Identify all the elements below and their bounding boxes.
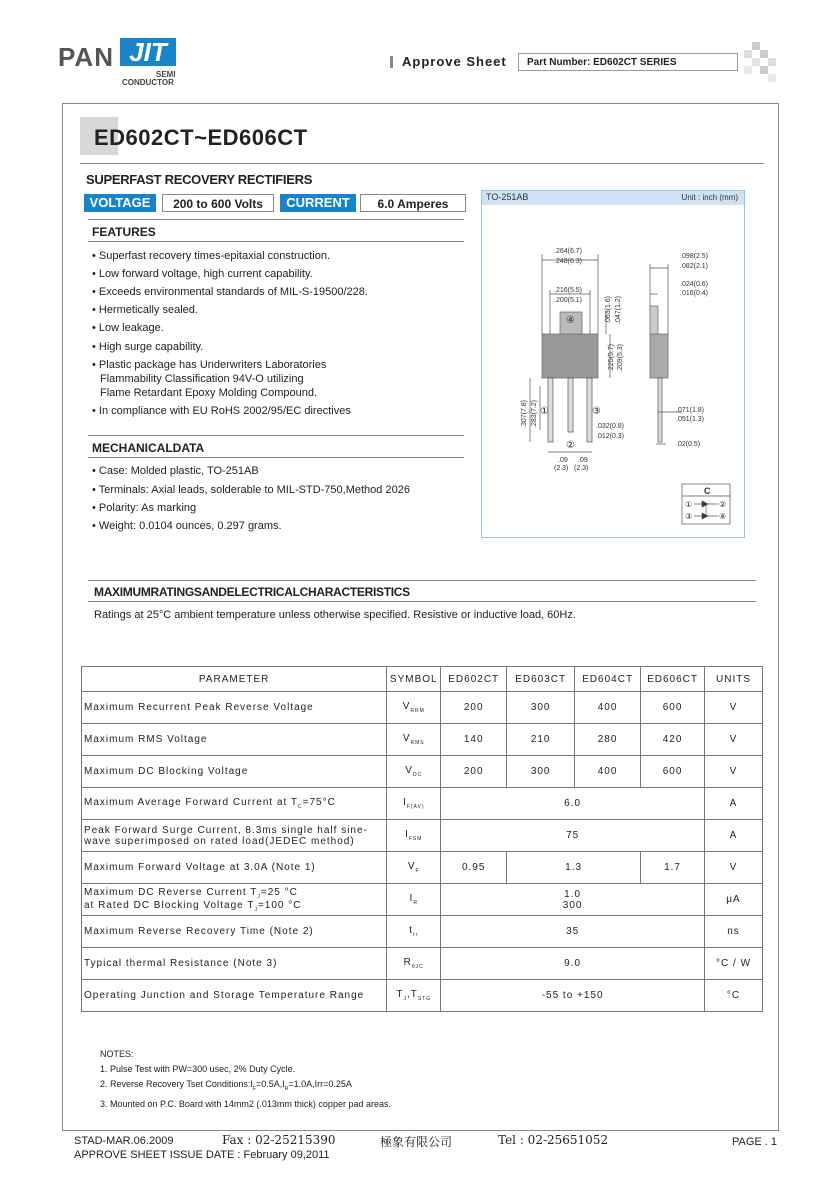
param-cell: Operating Junction and Storage Temperature Range — [82, 980, 387, 1012]
symbol-cell: $I_R$ — [387, 884, 441, 916]
logo-conductor-text: CONDUCTOR — [122, 78, 174, 87]
title-divider — [80, 163, 764, 164]
param-cell: Maximum Recurrent Peak Reverse Voltage — [82, 692, 387, 724]
value-cell: 420 — [641, 724, 705, 756]
table-row — [82, 756, 763, 788]
footer-tel: Tel : 02-25651052 — [498, 1133, 609, 1147]
package-unit: Unit : inch (mm) — [681, 193, 738, 202]
pin-3-marker: ③ — [592, 406, 601, 417]
circuit-pin-4: ④ — [719, 512, 727, 521]
col-header: PARAMETER — [82, 667, 387, 692]
pin-1-marker: ① — [540, 406, 549, 417]
dim-text: .032(0.8) — [596, 423, 625, 430]
unit-cell: °C / W — [705, 948, 763, 980]
dim-text: .209(5.3) — [617, 343, 624, 372]
circuit-label: C — [704, 486, 711, 496]
features-heading: FEATURES — [92, 225, 156, 239]
symbol-cell: $V_{DC}$ — [387, 756, 441, 788]
ratings-table — [81, 666, 763, 1012]
logo-pan-text: PAN — [58, 42, 114, 72]
part-number-box: Part Number: ED602CT SERIES — [518, 53, 738, 71]
notes-heading: NOTES: — [100, 1049, 134, 1059]
pin-4-marker: ④ — [566, 315, 575, 326]
list-item: • Low forward voltage, high current capability. — [92, 268, 313, 280]
package-name: TO-251AB — [486, 192, 529, 202]
unit-cell: μA — [705, 884, 763, 916]
current-badge: CURRENT — [280, 194, 356, 212]
symbol-cell: $V_{RMS}$ — [387, 724, 441, 756]
product-subtitle: SUPERFAST RECOVERY RECTIFIERS — [86, 172, 313, 187]
param-cell: Maximum RMS Voltage — [82, 724, 387, 756]
list-item: • Superfast recovery times-epitaxial construction. — [92, 250, 331, 262]
voltage-value-box: 200 to 600 Volts — [162, 194, 274, 212]
footer-fax: Fax : 02-25215390 — [222, 1133, 336, 1147]
ratings-top-line — [88, 580, 756, 581]
dim-text: .071(1.8) — [676, 407, 705, 414]
table-row — [82, 852, 763, 884]
table-row — [82, 788, 763, 820]
value-cell: 280 — [575, 724, 641, 756]
param-cell: Maximum DC Reverse Current $T_J=25$ °C at Rated DC Blocking Voltage $T_J=100$ °C — [82, 884, 387, 916]
unit-cell: ns — [705, 916, 763, 948]
page-title: ED602CT~ED606CT — [94, 125, 308, 150]
value-cell: 300 — [507, 692, 575, 724]
list-item: • Case: Molded plastic, TO-251AB — [92, 465, 259, 477]
value-cell: 140 — [441, 724, 507, 756]
list-item: • Plastic package has Underwriters Laboratories — [92, 359, 327, 371]
table-row — [82, 820, 763, 852]
dim-text: .216(5.5) — [554, 287, 583, 294]
col-header: ED602CT — [441, 667, 507, 692]
ratings-heading: MAXIMUMRATINGSANDELECTRICALCHARACTERISTICS — [94, 585, 410, 599]
approve-sheet-label: Approve Sheet — [402, 54, 507, 69]
unit-cell: A — [705, 820, 763, 852]
table-row — [82, 916, 763, 948]
dim-text: (2.3) — [554, 465, 569, 472]
param-cell: Maximum Reverse Recovery Time (Note 2) — [82, 916, 387, 948]
value-cell: 400 — [575, 756, 641, 788]
package-panel-header — [482, 191, 744, 205]
value-cell: 1.3 — [507, 852, 641, 884]
package-outline-drawing — [482, 206, 744, 536]
unit-cell: V — [705, 852, 763, 884]
table-row — [82, 692, 763, 724]
note-item: 3. Mounted on P.C. Board with 14mm2 (.013mm thick) copper pad areas. — [100, 1098, 391, 1109]
unit-cell: A — [705, 788, 763, 820]
dim-text: .016(0.4) — [680, 290, 709, 297]
dim-text: .063(1.6) — [605, 295, 612, 324]
value-cell: 0.95 — [441, 852, 507, 884]
symbol-cell: $t_{rr}$ — [387, 916, 441, 948]
dim-text: .283(7.2) — [531, 399, 538, 428]
note-item: 2. Reverse Recovery Tset $Conditions:I_F=0.5A,I_R=1.0A,Irr=0.25A$ — [100, 1079, 352, 1092]
list-item-cont: Flame Retardant Epoxy Molding Compound. — [100, 387, 318, 399]
ratings-note: Ratings at 25°C ambient temperature unless otherwise specified. Resistive or inductive load, 60Hz. — [94, 609, 576, 621]
dim-text: .047(1.2) — [615, 295, 622, 324]
dim-text: .248(6.3) — [554, 258, 583, 265]
note-item: 1. Pulse Test with PW=300 usec, 2% Duty Cycle. — [100, 1064, 296, 1074]
value-cell: 75 — [441, 820, 705, 852]
logo-jit-text: JIT — [120, 38, 176, 66]
logo-semi-text: SEMI — [156, 70, 176, 79]
list-item: • Hermetically sealed. — [92, 304, 198, 316]
symbol-cell: $V_F$ — [387, 852, 441, 884]
pin-2-marker: ② — [566, 440, 575, 451]
value-cell: 210 — [507, 724, 575, 756]
symbol-cell: $T_J,T_{STG}$ — [387, 980, 441, 1012]
mechanical-heading: MECHANICALDATA — [92, 441, 205, 455]
param-cell: Peak Forward Surge Current, 8.3ms single half sine- wave superimposed on rated load(JEDEC method) — [82, 820, 387, 852]
value-cell: 35 — [441, 916, 705, 948]
circuit-pin-3: ③ — [685, 512, 693, 521]
table-header-row — [82, 667, 763, 692]
dim-text: .098(2.5) — [680, 253, 709, 260]
value-cell: 6.0 — [441, 788, 705, 820]
value-cell: 600 — [641, 692, 705, 724]
value-cell: 1.7 — [641, 852, 705, 884]
col-header: ED604CT — [575, 667, 641, 692]
param-cell: Maximum DC Blocking Voltage — [82, 756, 387, 788]
list-item: • Weight: 0.0104 ounces, 0.297 grams. — [92, 520, 282, 532]
symbol-cell: $R_{\theta JC}$ — [387, 948, 441, 980]
dim-text: .264(6.7) — [554, 248, 583, 255]
approve-marker — [390, 56, 393, 68]
list-item: • High surge capability. — [92, 341, 204, 353]
dim-text: (2.3) — [574, 465, 589, 472]
voltage-badge: VOLTAGE — [84, 194, 156, 212]
value-cell: 600 — [641, 756, 705, 788]
value-cell: -55 to +150 — [441, 980, 705, 1012]
unit-cell: V — [705, 756, 763, 788]
dim-text: .024(0.6) — [680, 281, 709, 288]
dim-text: .307(7.8) — [521, 399, 528, 428]
symbol-cell: $V_{RRM}$ — [387, 692, 441, 724]
dim-text: .09 — [558, 457, 568, 464]
notes-section — [100, 1047, 391, 1112]
footer-page: PAGE . 1 — [732, 1136, 778, 1148]
param-cell: Typical thermal Resistance (Note 3) — [82, 948, 387, 980]
circuit-pin-1: ① — [685, 500, 693, 509]
list-item-cont: Flammability Classification 94V-O utilizing — [100, 373, 304, 385]
dim-text: .082(2.1) — [680, 263, 709, 270]
param-cell: Maximum Average Forward Current at $T_C=75^\circ C$ — [82, 788, 387, 820]
col-header: SYMBOL — [387, 667, 441, 692]
list-item: • In compliance with EU RoHS 2002/95/EC directives — [92, 405, 351, 417]
list-item: • Terminals: Axial leads, solderable to MIL-STD-750,Method 2026 — [92, 484, 410, 496]
footer-code: STAD-MAR.06.2009 — [74, 1135, 174, 1147]
dim-text: .051(1.3) — [676, 416, 705, 423]
unit-cell: V — [705, 724, 763, 756]
footer-issue-date: APPROVE SHEET ISSUE DATE : February 09,2011 — [74, 1149, 330, 1161]
dim-text: .200(5.1) — [554, 297, 583, 304]
dim-text: .012(0.3) — [596, 433, 625, 440]
list-item: • Low leakage. — [92, 322, 164, 334]
value-cell: 1.0 300 — [441, 884, 705, 916]
dim-text: .09 — [578, 457, 588, 464]
col-header: UNITS — [705, 667, 763, 692]
value-cell: 200 — [441, 692, 507, 724]
param-cell: Maximum Forward Voltage at 3.0A (Note 1) — [82, 852, 387, 884]
value-cell: 9.0 — [441, 948, 705, 980]
features-bottom-line — [88, 241, 464, 242]
value-cell: 200 — [441, 756, 507, 788]
col-header: ED603CT — [507, 667, 575, 692]
dim-text: .225(5.7) — [608, 343, 615, 372]
mech-top-line — [88, 435, 464, 436]
table-row — [82, 948, 763, 980]
features-top-line — [88, 219, 464, 220]
list-item: • Exceeds environmental standards of MIL-S-19500/228. — [92, 286, 368, 298]
value-cell: 400 — [575, 692, 641, 724]
dim-text: .02(0.5) — [676, 441, 701, 448]
symbol-cell: $I_{F(AV)}$ — [387, 788, 441, 820]
footer-company: 極象有限公司 — [380, 1135, 453, 1149]
unit-cell: °C — [705, 980, 763, 1012]
col-header: ED606CT — [641, 667, 705, 692]
table-row — [82, 980, 763, 1012]
unit-cell: V — [705, 692, 763, 724]
ratings-bottom-line — [88, 601, 756, 602]
symbol-cell: $I_{FSM}$ — [387, 820, 441, 852]
list-item: • Polarity: As marking — [92, 502, 197, 514]
table-row — [82, 884, 763, 916]
current-value-box: 6.0 Amperes — [360, 194, 466, 212]
table-row — [82, 724, 763, 756]
value-cell: 300 — [507, 756, 575, 788]
mech-bottom-line — [88, 457, 464, 458]
circuit-pin-2: ② — [719, 500, 727, 509]
